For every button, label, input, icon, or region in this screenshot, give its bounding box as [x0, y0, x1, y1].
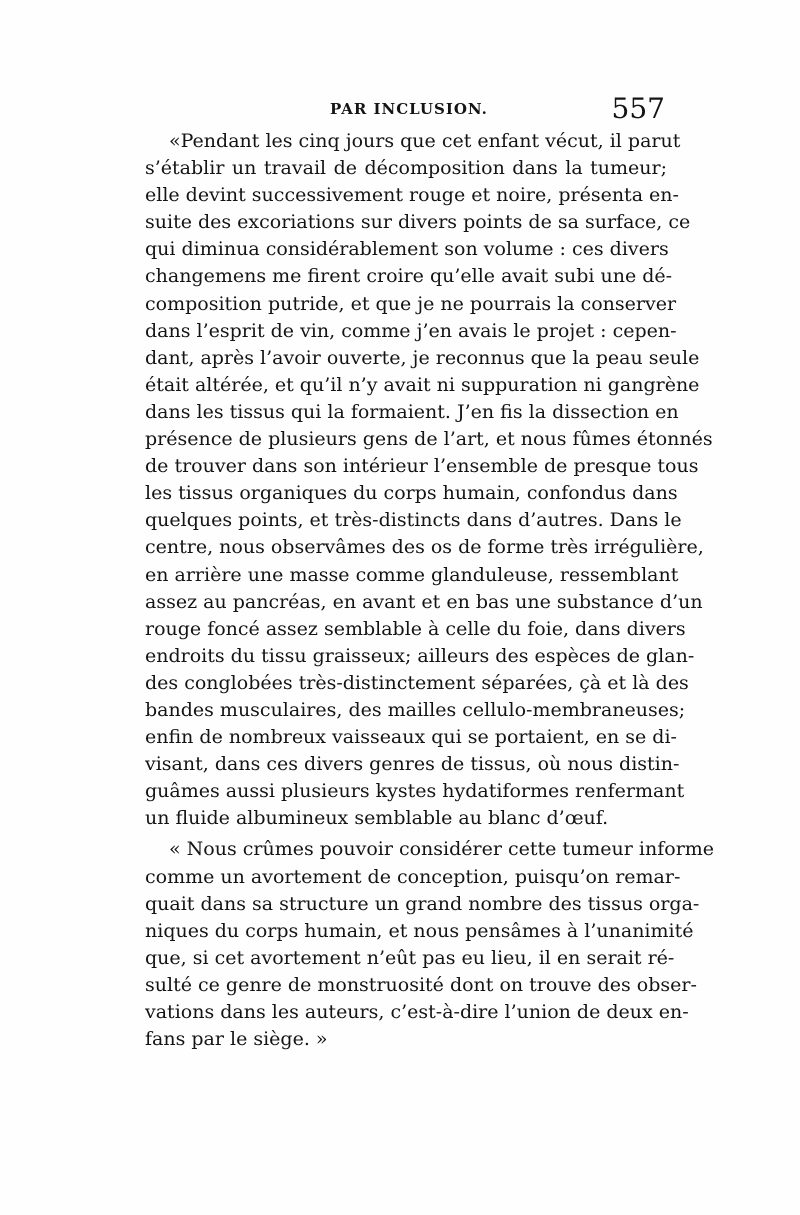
text-line: guâmes aussi plusieurs kystes hydatiformes renfermant: [145, 780, 685, 803]
text-line: les tissus organiques du corps humain, confondus dans: [145, 482, 678, 505]
text-line: un fluide albumineux semblable au blanc d’œuf.: [145, 807, 609, 830]
text-line: changemens me firent croire qu’elle avait subi une dé-: [145, 265, 673, 288]
text-line: des conglobées très-distinctement séparées, çà et là des: [145, 671, 689, 694]
text-line: elle devint successivement rouge et noire, présenta en-: [145, 184, 679, 207]
text-line: vations dans les auteurs, c’est-à-dire l’union de deux en-: [145, 1001, 689, 1023]
text-line: enfin de nombreux vaisseaux qui se portaient, en se di-: [145, 726, 677, 749]
text-line: présence de plusieurs gens de l’art, et nous fûmes étonnés: [145, 428, 713, 451]
text-line: rouge foncé assez semblable à celle du foie, dans divers: [145, 617, 686, 640]
paragraph-1: [145, 128, 713, 832]
page-number: 557: [611, 92, 665, 125]
text-line: endroits du tissu graisseux; ailleurs des espèces de glan-: [145, 644, 695, 667]
text-line: «Pendant les cinq jours que cet enfant vécut, il parut: [169, 130, 681, 152]
paragraph-2: [145, 836, 715, 1053]
text-line: de trouver dans son intérieur l’ensemble de presque tous: [145, 455, 699, 478]
text-line: fans par le siège. »: [145, 1028, 328, 1051]
text-line: centre, nous observâmes des os de forme très irrégulière,: [145, 536, 704, 559]
text-line: bandes musculaires, des mailles cellulo-membraneuses;: [145, 698, 686, 721]
text-line: suite des excoriations sur divers points de sa surface, ce: [145, 211, 691, 234]
text-line: dans l’esprit de vin, comme j’en avais le projet : cepen-: [145, 319, 677, 342]
text-line: qui diminua considérablement son volume : ces divers: [145, 238, 669, 261]
text-line: quelques points, et très-distincts dans d’autres. Dans le: [145, 509, 682, 532]
text-line: visant, dans ces divers genres de tissus, où nous distin-: [145, 753, 680, 776]
text-line: « Nous crûmes pouvoir considérer cette tumeur informe: [169, 838, 715, 861]
running-head: [145, 92, 665, 128]
text-line: dant, après l’avoir ouverte, je reconnus que la peau seule: [145, 346, 700, 369]
text-line: dans les tissus qui la formaient. J’en fis la dissection en: [145, 400, 679, 423]
text-line: s’établir un travail de décomposition dans la tumeur;: [145, 157, 667, 180]
text-line: sulté ce genre de monstruosité dont on trouve des obser-: [145, 973, 697, 996]
body-text: [145, 128, 715, 1053]
text-line: était altérée, et qu’il n’y avait ni suppuration ni gangrène: [145, 373, 700, 396]
text-line: en arrière une masse comme glanduleuse, ressemblant: [145, 563, 679, 586]
text-line: assez au pancréas, en avant et en bas une substance d’un: [145, 590, 703, 613]
text-line: comme un avortement de conception, puisqu’on remar-: [145, 865, 681, 888]
text-line: que, si cet avortement n’eût pas eu lieu, il en serait ré-: [145, 946, 675, 969]
text-line: composition putride, et que je ne pourrais la conserver: [145, 292, 677, 315]
text-line: quait dans sa structure un grand nombre des tissus orga-: [145, 892, 700, 915]
text-line: niques du corps humain, et nous pensâmes à l’unanimité: [145, 919, 694, 942]
running-title: PAR INCLUSION.: [330, 100, 488, 118]
